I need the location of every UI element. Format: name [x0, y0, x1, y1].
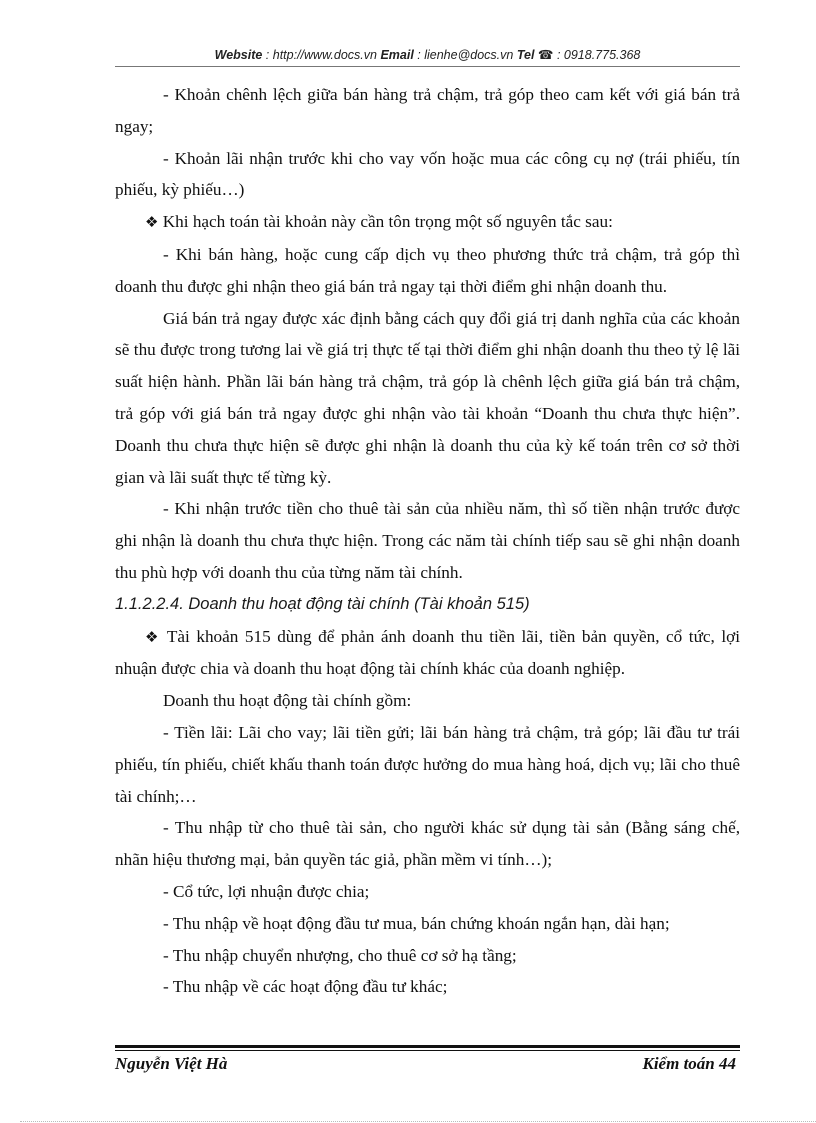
footer-class: Kiểm toán 44 [642, 1054, 736, 1073]
paragraph: - Thu nhập từ cho thuê tài sản, cho người khác sử dụng tài sản (Bằng sáng chế, nhãn hiệu thương mại, bản quyền tác giả, phần mềm vi tính…); [115, 818, 740, 870]
paragraph: - Tiền lãi: Lãi cho vay; lãi tiền gửi; lãi bán hàng trả chậm, trả góp; lãi đầu tư trái phiếu, tín phiếu, chiết khấu thanh toán được hưởng do mua hàng hoá, dịch vụ; lãi cho thuê tài chính;… [115, 722, 740, 806]
document-body [115, 79, 740, 1003]
paragraph-text: Khi hạch toán tài khoản này cần tôn trọng một số nguyên tắc sau: [158, 212, 613, 232]
paragraph: - Khoản chênh lệch giữa bán hàng trả chậm, trả góp theo cam kết với giá bán trả ngay; [115, 85, 740, 136]
page-edge [20, 1121, 816, 1122]
section-heading: 1.1.2.2.4. Doanh thu hoạt động tài chính (Tài khoản 515) [115, 594, 530, 613]
paragraph: - Khi bán hàng, hoặc cung cấp dịch vụ theo phương thức trả chậm, trả góp thì doanh thu được ghi nhận theo giá bán trả ngay tại thời điểm ghi nhận doanh thu. [115, 244, 740, 296]
footer-author: Nguyễn Việt Hà [115, 1054, 228, 1073]
footer-divider-thick [115, 1045, 740, 1048]
tel-label: Tel ☎ [516, 48, 554, 62]
list-item: - Thu nhập chuyển nhượng, cho thuê cơ sở hạ tầng; [163, 945, 517, 965]
header-divider [115, 66, 740, 67]
diamond-bullet-icon: ❖ [145, 213, 159, 232]
list-item: - Cổ tức, lợi nhuận được chia; [163, 881, 370, 901]
paragraph: Doanh thu hoạt động tài chính gồm: [163, 691, 412, 711]
paragraph-text: Tài khoản 515 dùng để phản ánh doanh thu tiền lãi, tiền bản quyền, cổ tức, lợi nhuận được chia và doanh thu hoạt động tài chính khác của doanh nghiệp. [115, 626, 740, 679]
list-item: - Thu nhập về hoạt động đầu tư mua, bán chứng khoán ngắn hạn, dài hạn; [163, 913, 670, 933]
paragraph: - Khi nhận trước tiền cho thuê tài sản của nhiều năm, thì số tiền nhận trước được ghi nhận là doanh thu chưa thực hiện. Trong các năm tài chính tiếp sau sẽ ghi nhận doanh thu phù hợp với doanh thu của từng năm tài chính. [115, 499, 740, 582]
website-label: Website [214, 48, 263, 62]
paragraph: - Khoản lãi nhận trước khi cho vay vốn hoặc mua các công cụ nợ (trái phiếu, tín phiếu, kỳ phiếu…) [115, 148, 740, 200]
bullet-paragraph [115, 206, 740, 239]
list-item: - Thu nhập về các hoạt động đầu tư khác; [163, 977, 448, 997]
email-link[interactable]: : lienhe@docs.vn [413, 48, 517, 62]
tel-value: : 0918.775.368 [553, 48, 641, 62]
bullet-paragraph [115, 621, 740, 686]
website-link[interactable]: : http://www.docs.vn [262, 48, 381, 62]
diamond-bullet-icon: ❖ [145, 627, 161, 646]
paragraph: Giá bán trả ngay được xác định bằng cách quy đổi giá trị danh nghĩa của các khoản sẽ thu được trong tương lai về giá trị thực tế tại thời điểm ghi nhận doanh thu theo tỷ lệ lãi suất hiện hành. Phần lãi bán hàng trả chậm, trả góp là chênh lệch giữa giá bán trả chậm, trả góp với giá bán trả ngay được ghi nhận vào tài khoản “Doanh thu chưa thực hiện”. Doanh thu chưa thực hiện sẽ được ghi nhận là doanh thu của kỳ kế toán trên cơ sở thời gian và lãi suất thực tế từng kỳ. [115, 308, 740, 487]
email-label: Email [380, 48, 414, 62]
footer-divider-thin [115, 1050, 740, 1051]
page-header [115, 47, 740, 62]
